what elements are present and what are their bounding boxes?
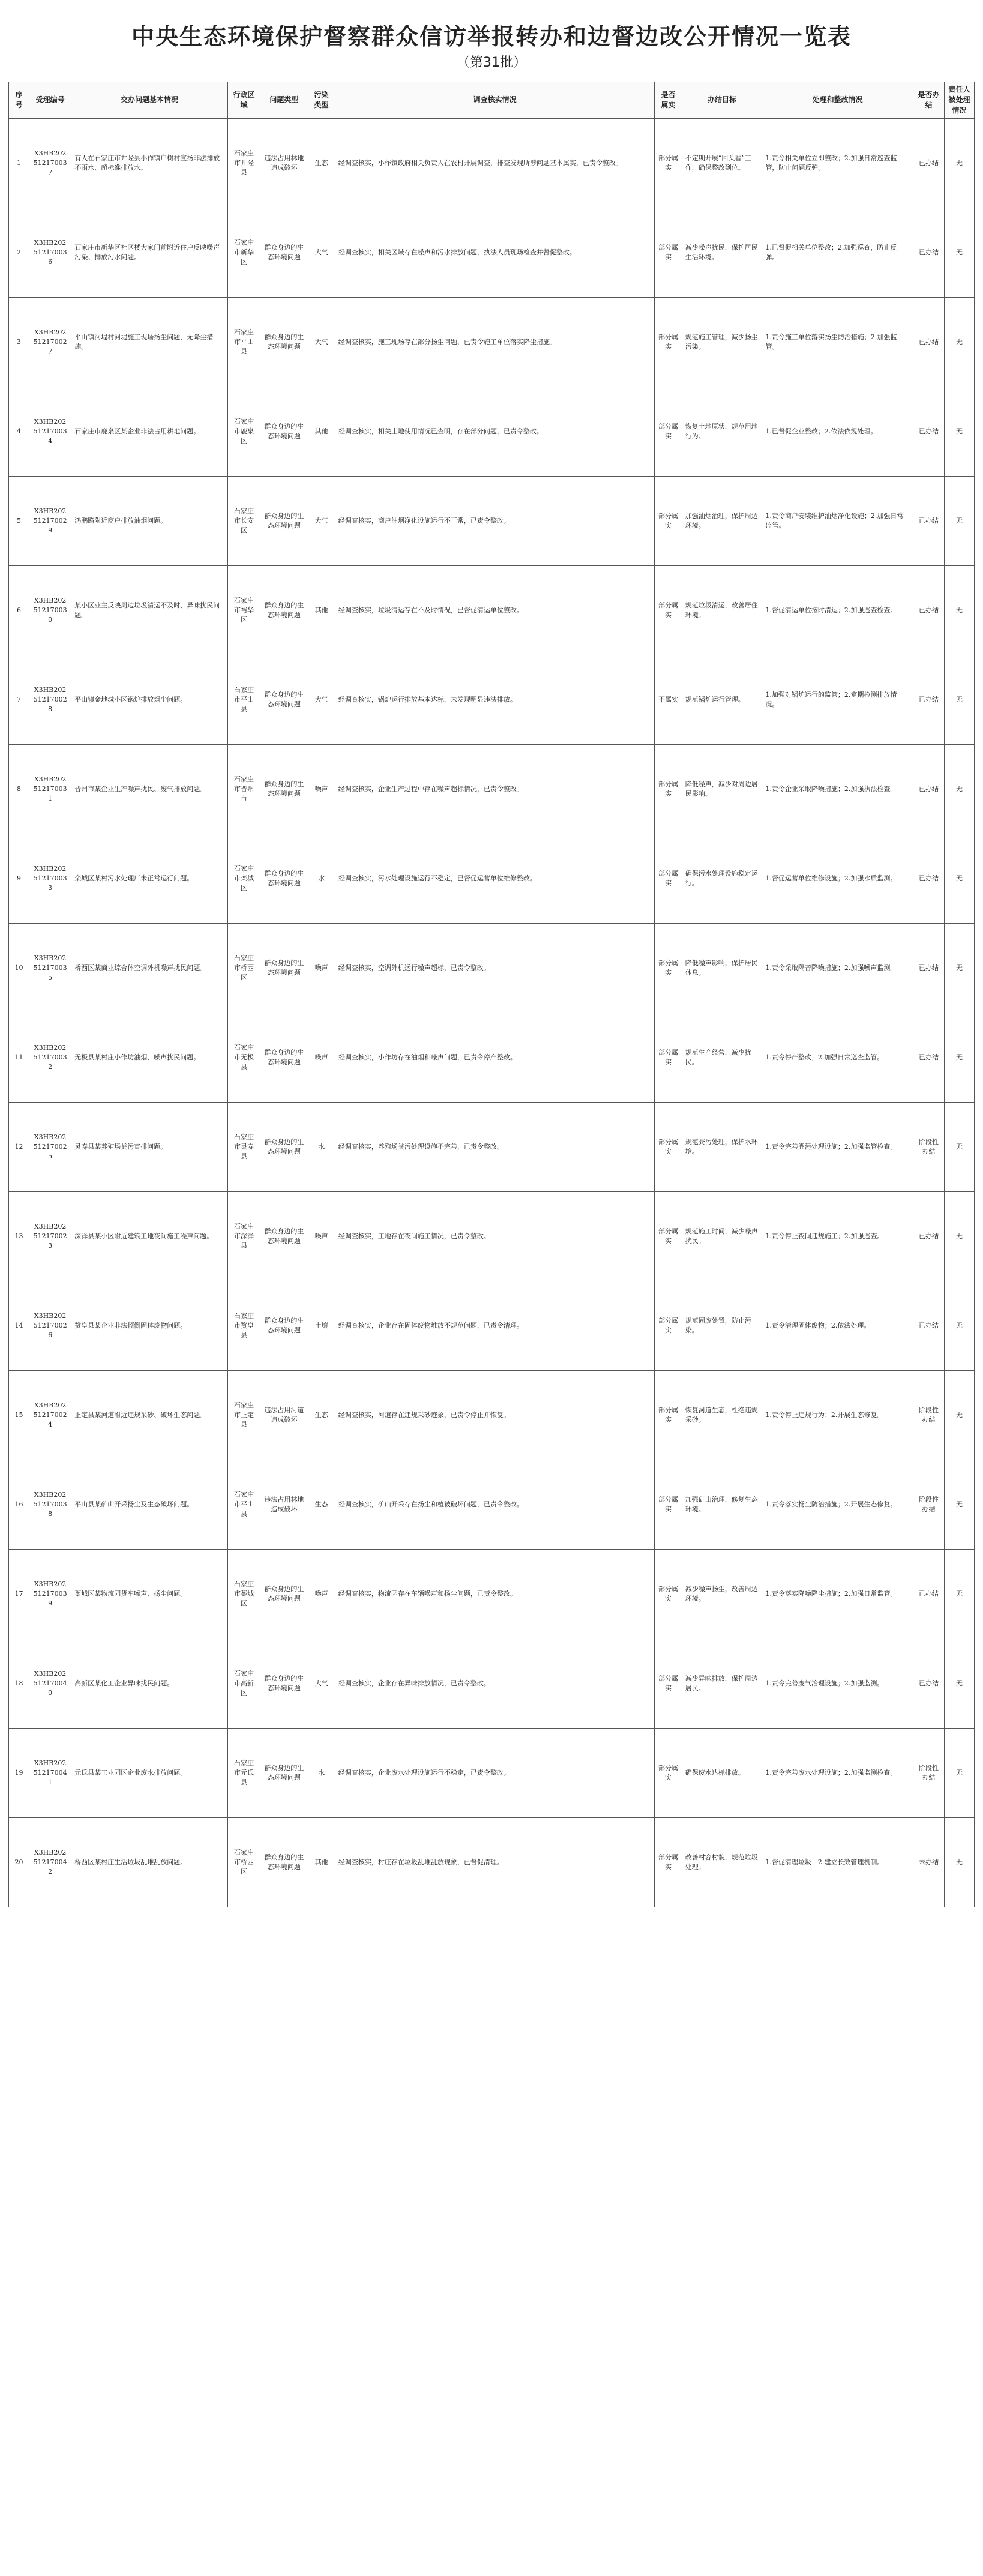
row-measure: 1.已督促企业整改；2.依法依规处理。 <box>762 387 913 477</box>
header-goal: 办结目标 <box>682 82 762 119</box>
row-goal: 规范施工时间，减少噪声扰民。 <box>682 1192 762 1281</box>
row-seq: 7 <box>9 655 29 745</box>
row-goal: 恢复河道生态，杜绝违规采砂。 <box>682 1371 762 1460</box>
row-code: X3HB202512170039 <box>29 1550 71 1639</box>
row-pollution: 噪声 <box>308 924 335 1013</box>
row-measure: 1.责令商户安装维护油烟净化设施；2.加强日常监管。 <box>762 477 913 566</box>
row-seq: 4 <box>9 387 29 477</box>
row-code: X3HB202512170031 <box>29 745 71 834</box>
header-pollution: 污染类型 <box>308 82 335 119</box>
row-status: 阶段性办结 <box>913 1460 944 1550</box>
row-measure: 1.责令停产整改；2.加强日常巡查监管。 <box>762 1013 913 1103</box>
row-pollution: 生态 <box>308 119 335 208</box>
row-code: X3HB202512170027 <box>29 298 71 387</box>
row-investigation: 经调查核实，企业存在异味排放情况，已责令整改。 <box>335 1639 655 1729</box>
row-type: 群众身边的生态环境问题 <box>260 1550 308 1639</box>
row-status: 已办结 <box>913 566 944 655</box>
row-blame: 无 <box>945 1281 975 1371</box>
row-pollution: 土壤 <box>308 1281 335 1371</box>
row-goal: 规范锅炉运行管理。 <box>682 655 762 745</box>
row-type: 群众身边的生态环境问题 <box>260 1729 308 1818</box>
row-seq: 10 <box>9 924 29 1013</box>
row-measure: 1.责令施工单位落实扬尘防治措施；2.加强监管。 <box>762 298 913 387</box>
row-measure: 1.责令采取隔音降噪措施；2.加强噪声监测。 <box>762 924 913 1013</box>
row-type: 违法占用河道造成破坏 <box>260 1371 308 1460</box>
row-type: 群众身边的生态环境问题 <box>260 1013 308 1103</box>
row-content: 鸿鹏路附近商户排放油烟问题。 <box>71 477 228 566</box>
row-type: 群众身边的生态环境问题 <box>260 208 308 298</box>
row-seq: 11 <box>9 1013 29 1103</box>
row-status: 已办结 <box>913 1013 944 1103</box>
table-row <box>9 1460 975 1550</box>
row-content: 平山县某矿山开采扬尘及生态破坏问题。 <box>71 1460 228 1550</box>
row-blame: 无 <box>945 924 975 1013</box>
row-blame: 无 <box>945 566 975 655</box>
row-true: 部分属实 <box>655 477 682 566</box>
row-measure: 1.责令清理固体废物；2.依法处理。 <box>762 1281 913 1371</box>
table-row <box>9 1371 975 1460</box>
row-region: 石家庄市新华区 <box>227 208 260 298</box>
row-content: 桥西区某商业综合体空调外机噪声扰民问题。 <box>71 924 228 1013</box>
row-seq: 9 <box>9 834 29 924</box>
row-measure: 1.责令企业采取降噪措施；2.加强执法检查。 <box>762 745 913 834</box>
row-goal: 规范生产经营，减少扰民。 <box>682 1013 762 1103</box>
row-seq: 5 <box>9 477 29 566</box>
row-blame: 无 <box>945 208 975 298</box>
row-true: 部分属实 <box>655 298 682 387</box>
row-goal: 加强矿山治理，修复生态环境。 <box>682 1460 762 1550</box>
row-code: X3HB202512170025 <box>29 1103 71 1192</box>
row-investigation: 经调查核实，物流园存在车辆噪声和扬尘问题，已责令整改。 <box>335 1550 655 1639</box>
row-code: X3HB202512170026 <box>29 1281 71 1371</box>
row-region: 石家庄市裕华区 <box>227 566 260 655</box>
row-region: 石家庄市平山县 <box>227 1460 260 1550</box>
row-pollution: 生态 <box>308 1371 335 1460</box>
row-type: 群众身边的生态环境问题 <box>260 1103 308 1192</box>
row-status: 已办结 <box>913 1192 944 1281</box>
header-investigation: 调查核实情况 <box>335 82 655 119</box>
row-investigation: 经调查核实，企业存在固体废物堆放不规范问题，已责令清理。 <box>335 1281 655 1371</box>
row-seq: 15 <box>9 1371 29 1460</box>
row-goal: 不定期开展“回头看”工作，确保整改到位。 <box>682 119 762 208</box>
row-true: 部分属实 <box>655 119 682 208</box>
row-content: 桥西区某村庄生活垃圾乱堆乱放问题。 <box>71 1818 228 1907</box>
table-row <box>9 119 975 208</box>
row-pollution: 大气 <box>308 208 335 298</box>
row-content: 深泽县某小区附近建筑工地夜间施工噪声问题。 <box>71 1192 228 1281</box>
row-type: 群众身边的生态环境问题 <box>260 1818 308 1907</box>
row-measure: 1.责令停止夜间违规施工；2.加强巡查。 <box>762 1192 913 1281</box>
table-row <box>9 1192 975 1281</box>
row-investigation: 经调查核实，相关区域存在噪声和污水排放问题，执法人员现场检查并督促整改。 <box>335 208 655 298</box>
row-pollution: 其他 <box>308 566 335 655</box>
row-goal: 减少噪声扰民，保护居民生活环境。 <box>682 208 762 298</box>
row-measure: 1.督促运营单位维修设施；2.加强水质监测。 <box>762 834 913 924</box>
header-content: 交办问题基本情况 <box>71 82 228 119</box>
row-investigation: 经调查核实，矿山开采存在扬尘和植被破坏问题，已责令整改。 <box>335 1460 655 1550</box>
page-subtitle: （第31批） <box>457 55 526 70</box>
row-code: X3HB202512170033 <box>29 834 71 924</box>
row-seq: 17 <box>9 1550 29 1639</box>
header-blame: 责任人被处理情况 <box>945 82 975 119</box>
row-seq: 16 <box>9 1460 29 1550</box>
row-status: 已办结 <box>913 1550 944 1639</box>
row-region: 石家庄市桥西区 <box>227 1818 260 1907</box>
row-type: 群众身边的生态环境问题 <box>260 745 308 834</box>
row-true: 不属实 <box>655 655 682 745</box>
row-true: 部分属实 <box>655 834 682 924</box>
row-goal: 规范粪污处理，保护水环境。 <box>682 1103 762 1192</box>
row-goal: 规范垃圾清运，改善居住环境。 <box>682 566 762 655</box>
row-pollution: 噪声 <box>308 1013 335 1103</box>
row-investigation: 经调查核实，商户油烟净化设施运行不正常，已责令整改。 <box>335 477 655 566</box>
row-region: 石家庄市鹿泉区 <box>227 387 260 477</box>
row-content: 平山镇河堤村河堤施工现场扬尘问题，无降尘措施。 <box>71 298 228 387</box>
row-investigation: 经调查核实，村庄存在垃圾乱堆乱放现象，已督促清理。 <box>335 1818 655 1907</box>
table-row <box>9 1818 975 1907</box>
row-true: 部分属实 <box>655 1818 682 1907</box>
row-status: 已办结 <box>913 924 944 1013</box>
row-status: 已办结 <box>913 1281 944 1371</box>
row-status: 已办结 <box>913 655 944 745</box>
table-row <box>9 1550 975 1639</box>
row-investigation: 经调查核实，锅炉运行排放基本达标，未发现明显违法排放。 <box>335 655 655 745</box>
row-pollution: 大气 <box>308 655 335 745</box>
row-true: 部分属实 <box>655 1639 682 1729</box>
row-pollution: 水 <box>308 834 335 924</box>
row-pollution: 其他 <box>308 387 335 477</box>
row-investigation: 经调查核实，相关土地使用情况已查明，存在部分问题，已责令整改。 <box>335 387 655 477</box>
row-blame: 无 <box>945 1550 975 1639</box>
row-type: 违法占用林地造成破坏 <box>260 1460 308 1550</box>
row-goal: 规范施工管理，减少扬尘污染。 <box>682 298 762 387</box>
row-content: 高新区某化工企业异味扰民问题。 <box>71 1639 228 1729</box>
row-pollution: 其他 <box>308 1818 335 1907</box>
row-code: X3HB202512170041 <box>29 1729 71 1818</box>
row-pollution: 生态 <box>308 1460 335 1550</box>
row-pollution: 噪声 <box>308 1192 335 1281</box>
table-body <box>9 119 975 1907</box>
row-code: X3HB202512170023 <box>29 1192 71 1281</box>
row-code: X3HB202512170024 <box>29 1371 71 1460</box>
table-row <box>9 745 975 834</box>
row-type: 群众身边的生态环境问题 <box>260 566 308 655</box>
row-investigation: 经调查核实，企业废水处理设施运行不稳定，已责令整改。 <box>335 1729 655 1818</box>
row-region: 石家庄市灵寿县 <box>227 1103 260 1192</box>
table-row <box>9 477 975 566</box>
row-blame: 无 <box>945 119 975 208</box>
row-true: 部分属实 <box>655 566 682 655</box>
header-seq: 序号 <box>9 82 29 119</box>
row-region: 石家庄市赞皇县 <box>227 1281 260 1371</box>
row-blame: 无 <box>945 1103 975 1192</box>
row-measure: 1.责令完善废水处理设施；2.加强监测检查。 <box>762 1729 913 1818</box>
table-row <box>9 834 975 924</box>
row-pollution: 水 <box>308 1729 335 1818</box>
header-measure: 处理和整改情况 <box>762 82 913 119</box>
header-region: 行政区域 <box>227 82 260 119</box>
row-code: X3HB202512170042 <box>29 1818 71 1907</box>
row-goal: 恢复土地原状，规范用地行为。 <box>682 387 762 477</box>
row-type: 群众身边的生态环境问题 <box>260 1281 308 1371</box>
row-seq: 19 <box>9 1729 29 1818</box>
row-blame: 无 <box>945 834 975 924</box>
row-true: 部分属实 <box>655 1192 682 1281</box>
row-true: 部分属实 <box>655 1460 682 1550</box>
row-code: X3HB202512170028 <box>29 655 71 745</box>
row-content: 栾城区某村污水处理厂未正常运行问题。 <box>71 834 228 924</box>
header-true: 是否属实 <box>655 82 682 119</box>
report-table <box>8 82 975 1907</box>
table-row <box>9 208 975 298</box>
row-seq: 20 <box>9 1818 29 1907</box>
row-pollution: 大气 <box>308 298 335 387</box>
row-measure: 1.责令完善废气治理设施；2.加强监测。 <box>762 1639 913 1729</box>
row-investigation: 经调查核实，工地存在夜间施工情况，已责令整改。 <box>335 1192 655 1281</box>
row-status: 已办结 <box>913 208 944 298</box>
row-status: 阶段性办结 <box>913 1103 944 1192</box>
row-blame: 无 <box>945 655 975 745</box>
row-investigation: 经调查核实，污水处理设施运行不稳定，已督促运营单位维修整改。 <box>335 834 655 924</box>
row-code: X3HB202512170034 <box>29 387 71 477</box>
row-seq: 3 <box>9 298 29 387</box>
table-row <box>9 566 975 655</box>
row-true: 部分属实 <box>655 1013 682 1103</box>
row-blame: 无 <box>945 477 975 566</box>
header-code: 受理编号 <box>29 82 71 119</box>
header-type: 问题类型 <box>260 82 308 119</box>
row-true: 部分属实 <box>655 208 682 298</box>
row-region: 石家庄市正定县 <box>227 1371 260 1460</box>
row-goal: 减少异味排放，保护周边居民。 <box>682 1639 762 1729</box>
row-measure: 1.责令完善粪污处理设施；2.加强监管检查。 <box>762 1103 913 1192</box>
row-measure: 1.已督促相关单位整改；2.加强巡查，防止反弹。 <box>762 208 913 298</box>
row-seq: 1 <box>9 119 29 208</box>
row-status: 已办结 <box>913 834 944 924</box>
row-true: 部分属实 <box>655 745 682 834</box>
page-title: 中央生态环境保护督察群众信访举报转办和边督边改公开情况一览表 <box>131 23 852 50</box>
row-region: 石家庄市井陉县 <box>227 119 260 208</box>
row-status: 未办结 <box>913 1818 944 1907</box>
row-content: 灵寿县某养殖场粪污直排问题。 <box>71 1103 228 1192</box>
row-pollution: 噪声 <box>308 1550 335 1639</box>
row-true: 部分属实 <box>655 1281 682 1371</box>
table-row <box>9 655 975 745</box>
table-row <box>9 387 975 477</box>
row-investigation: 经调查核实，养殖场粪污处理设施不完善，已责令整改。 <box>335 1103 655 1192</box>
row-status: 已办结 <box>913 387 944 477</box>
row-seq: 6 <box>9 566 29 655</box>
row-measure: 1.责令落实扬尘防治措施；2.开展生态修复。 <box>762 1460 913 1550</box>
table-row <box>9 1729 975 1818</box>
row-blame: 无 <box>945 1729 975 1818</box>
table-row <box>9 1639 975 1729</box>
row-content: 赞皇县某企业非法倾倒固体废物问题。 <box>71 1281 228 1371</box>
row-code: X3HB202512170037 <box>29 119 71 208</box>
row-measure: 1.督促清理垃圾；2.建立长效管理机制。 <box>762 1818 913 1907</box>
row-type: 群众身边的生态环境问题 <box>260 655 308 745</box>
row-investigation: 经调查核实，小作坊存在油烟和噪声问题，已责令停产整改。 <box>335 1013 655 1103</box>
row-seq: 13 <box>9 1192 29 1281</box>
row-investigation: 经调查核实，施工现场存在部分扬尘问题，已责令施工单位落实降尘措施。 <box>335 298 655 387</box>
row-goal: 规范固废处置，防止污染。 <box>682 1281 762 1371</box>
row-status: 已办结 <box>913 745 944 834</box>
row-blame: 无 <box>945 1192 975 1281</box>
row-investigation: 经调查核实，企业生产过程中存在噪声超标情况，已责令整改。 <box>335 745 655 834</box>
row-code: X3HB202512170036 <box>29 208 71 298</box>
row-goal: 确保废水达标排放。 <box>682 1729 762 1818</box>
row-status: 阶段性办结 <box>913 1729 944 1818</box>
row-seq: 14 <box>9 1281 29 1371</box>
row-blame: 无 <box>945 1460 975 1550</box>
row-goal: 降低噪声影响，保护居民休息。 <box>682 924 762 1013</box>
row-type: 群众身边的生态环境问题 <box>260 298 308 387</box>
table-row <box>9 1281 975 1371</box>
row-goal: 减少噪声扬尘，改善周边环境。 <box>682 1550 762 1639</box>
row-content: 元氏县某工业园区企业废水排放问题。 <box>71 1729 228 1818</box>
row-goal: 改善村容村貌，规范垃圾处理。 <box>682 1818 762 1907</box>
row-goal: 降低噪声，减少对周边居民影响。 <box>682 745 762 834</box>
row-type: 群众身边的生态环境问题 <box>260 1639 308 1729</box>
row-type: 群众身边的生态环境问题 <box>260 924 308 1013</box>
row-true: 部分属实 <box>655 1371 682 1460</box>
row-code: X3HB202512170029 <box>29 477 71 566</box>
row-investigation: 经调查核实，空调外机运行噪声超标，已责令整改。 <box>335 924 655 1013</box>
row-type: 群众身边的生态环境问题 <box>260 1192 308 1281</box>
row-true: 部分属实 <box>655 1103 682 1192</box>
row-seq: 12 <box>9 1103 29 1192</box>
row-true: 部分属实 <box>655 387 682 477</box>
row-status: 已办结 <box>913 298 944 387</box>
row-measure: 1.督促清运单位按时清运；2.加强巡查检查。 <box>762 566 913 655</box>
row-type: 群众身边的生态环境问题 <box>260 387 308 477</box>
row-region: 石家庄市藁城区 <box>227 1550 260 1639</box>
table-row <box>9 298 975 387</box>
row-blame: 无 <box>945 745 975 834</box>
row-measure: 1.责令停止违规行为；2.开展生态修复。 <box>762 1371 913 1460</box>
row-region: 石家庄市栾城区 <box>227 834 260 924</box>
row-measure: 1.责令相关单位立即整改；2.加强日常巡查监管，防止问题反弹。 <box>762 119 913 208</box>
row-code: X3HB202512170035 <box>29 924 71 1013</box>
row-status: 已办结 <box>913 1639 944 1729</box>
table-row <box>9 924 975 1013</box>
table-header-row <box>9 82 975 119</box>
row-region: 石家庄市元氏县 <box>227 1729 260 1818</box>
row-code: X3HB202512170030 <box>29 566 71 655</box>
row-status: 阶段性办结 <box>913 1371 944 1460</box>
header-status: 是否办结 <box>913 82 944 119</box>
row-type: 违法占用林地造成破坏 <box>260 119 308 208</box>
row-content: 有人在石家庄市井陉县小作镇户树村宣扬非法排放不雨水、超标准排放水。 <box>71 119 228 208</box>
row-blame: 无 <box>945 1013 975 1103</box>
row-type: 群众身边的生态环境问题 <box>260 477 308 566</box>
row-goal: 加强油烟治理，保护周边环境。 <box>682 477 762 566</box>
row-region: 石家庄市无极县 <box>227 1013 260 1103</box>
row-region: 石家庄市长安区 <box>227 477 260 566</box>
row-content: 平山镇金地城小区锅炉排放烟尘问题。 <box>71 655 228 745</box>
row-code: X3HB202512170038 <box>29 1460 71 1550</box>
row-status: 已办结 <box>913 477 944 566</box>
row-blame: 无 <box>945 1371 975 1460</box>
row-pollution: 水 <box>308 1103 335 1192</box>
row-measure: 1.责令落实降噪降尘措施；2.加强日常监管。 <box>762 1550 913 1639</box>
row-investigation: 经调查核实，河道存在违规采砂迹象，已责令停止并恢复。 <box>335 1371 655 1460</box>
row-investigation: 经调查核实，小作镇政府相关负责人在农村开展调查，排查发现所涉问题基本属实，已责令整改。 <box>335 119 655 208</box>
row-content: 正定县某河道附近违规采砂、破坏生态问题。 <box>71 1371 228 1460</box>
row-code: X3HB202512170032 <box>29 1013 71 1103</box>
row-region: 石家庄市平山县 <box>227 298 260 387</box>
row-content: 石家庄市新华区社区楼大家门前附近住户反映噪声污染、排放污水问题。 <box>71 208 228 298</box>
row-true: 部分属实 <box>655 924 682 1013</box>
row-content: 藁城区某物流园货车噪声、扬尘问题。 <box>71 1550 228 1639</box>
row-blame: 无 <box>945 1818 975 1907</box>
row-status: 已办结 <box>913 119 944 208</box>
row-seq: 18 <box>9 1639 29 1729</box>
row-region: 石家庄市深泽县 <box>227 1192 260 1281</box>
row-goal: 确保污水处理设施稳定运行。 <box>682 834 762 924</box>
row-measure: 1.加强对锅炉运行的监管；2.定期检测排放情况。 <box>762 655 913 745</box>
row-blame: 无 <box>945 298 975 387</box>
row-seq: 2 <box>9 208 29 298</box>
row-region: 石家庄市晋州市 <box>227 745 260 834</box>
row-content: 石家庄市鹿泉区某企业非法占用耕地问题。 <box>71 387 228 477</box>
row-blame: 无 <box>945 1639 975 1729</box>
row-region: 石家庄市桥西区 <box>227 924 260 1013</box>
row-investigation: 经调查核实，垃圾清运存在不及时情况，已督促清运单位整改。 <box>335 566 655 655</box>
row-content: 无极县某村庄小作坊油烟、噪声扰民问题。 <box>71 1013 228 1103</box>
row-type: 群众身边的生态环境问题 <box>260 834 308 924</box>
row-content: 晋州市某企业生产噪声扰民、废气排放问题。 <box>71 745 228 834</box>
row-pollution: 大气 <box>308 1639 335 1729</box>
table-row <box>9 1103 975 1192</box>
row-content: 某小区业主反映周边垃圾清运不及时、异味扰民问题。 <box>71 566 228 655</box>
row-seq: 8 <box>9 745 29 834</box>
row-code: X3HB202512170040 <box>29 1639 71 1729</box>
table-row <box>9 1013 975 1103</box>
row-blame: 无 <box>945 387 975 477</box>
row-true: 部分属实 <box>655 1550 682 1639</box>
row-region: 石家庄市平山县 <box>227 655 260 745</box>
row-true: 部分属实 <box>655 1729 682 1818</box>
row-pollution: 大气 <box>308 477 335 566</box>
row-region: 石家庄市高新区 <box>227 1639 260 1729</box>
row-pollution: 噪声 <box>308 745 335 834</box>
